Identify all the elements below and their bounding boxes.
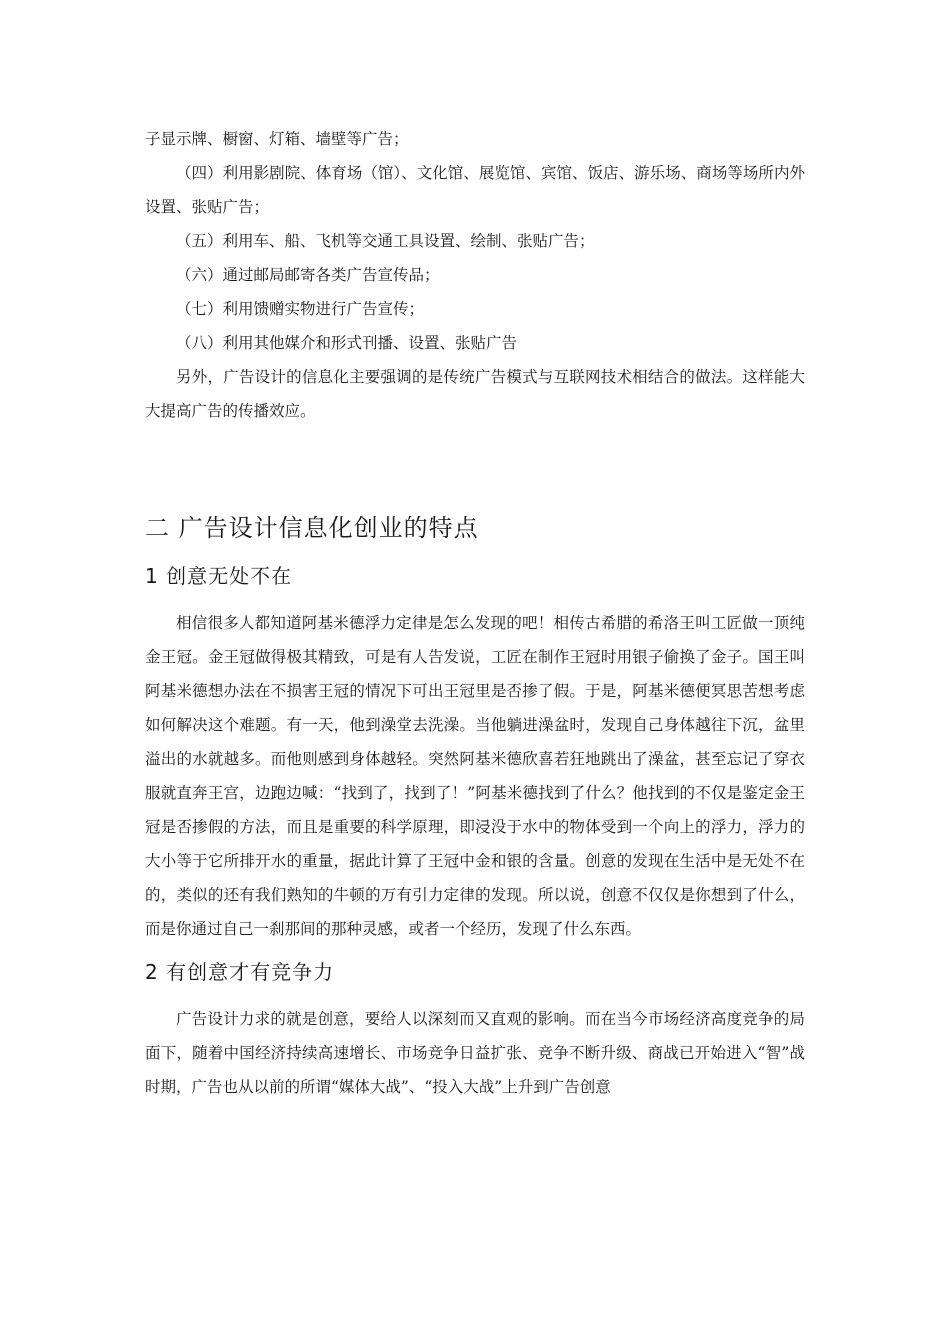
list-item-6: （六）通过邮局邮寄各类广告宣传品； <box>176 266 440 284</box>
document-body <box>145 122 805 1104</box>
list-item-4: （四）利用影剧院、体育场（馆）、文化馆、展览馆、宾馆、饭店、游乐场、商场等场所内外设置、张贴广告； <box>145 164 805 216</box>
subsection-1-paragraph: 相信很多人都知道阿基米德浮力定律是怎么发现的吧！相传古希腊的希洛王叫工匠做一顶纯金王冠。金王冠做得极其精致，可是有人告发说，工匠在制作王冠时用银子偷换了金子。国王叫阿基米德想办法在不损害王冠的情况下可出王冠里是否掺了假。于是，阿基米德便冥思苦想考虑如何解决这个难题。有一天，他到澡堂去洗澡。当他躺进澡盆时，发现自己身体越往下沉，盆里溢出的水就越多。而他则感到身体越轻。突然阿基米德欣喜若狂地跳出了澡盆，甚至忘记了穿衣服就直奔王宫，边跑边喊：“找到了，找到了！”阿基米德找到了什么？他找到的不仅是鉴定金王冠是否掺假的方法，而且是重要的科学原理，即浸没于水中的物体受到一个向上的浮力，浮力的大小等于它所排开水的重量，据此计算了王冠中金和银的含量。创意的发现在生活中是无处不在的，类似的还有我们熟知的牛顿的万有引力定律的发现。所以说，创意不仅仅是你想到了什么，而是你通过自己一刹那间的那种灵感，或者一个经历，发现了什么东西。 <box>145 614 805 938</box>
subsection-2-paragraph: 广告设计力求的就是创意，要给人以深刻而又直观的影响。而在当今市场经济高度竞争的局面下，随着中国经济持续高速增长、市场竞争日益扩张、竞争不断升级、商战已开始进入“智”战时期，广告也从以前的所谓“媒体大战”、“投入大战”上升到广告创意 <box>145 1010 805 1096</box>
subsection-heading-1: 1 创意无处不在 <box>145 564 293 588</box>
paragraph-continuation: 子显示牌、橱窗、灯箱、墙壁等广告； <box>145 130 409 148</box>
list-item-7: （七）利用馈赠实物进行广告宣传； <box>176 300 425 318</box>
section-spacer <box>145 428 805 476</box>
section-heading: 二 广告设计信息化创业的特点 <box>145 514 479 542</box>
list-item-8: （八）利用其他媒介和形式刊播、设置、张贴广告 <box>176 334 518 352</box>
list-item-5: （五）利用车、船、飞机等交通工具设置、绘制、张贴广告； <box>176 232 595 250</box>
paragraph-additional: 另外，广告设计的信息化主要强调的是传统广告模式与互联网技术相结合的做法。这样能大大提高广告的传播效应。 <box>145 368 805 420</box>
subsection-heading-2: 2 有创意才有竞争力 <box>145 960 335 984</box>
